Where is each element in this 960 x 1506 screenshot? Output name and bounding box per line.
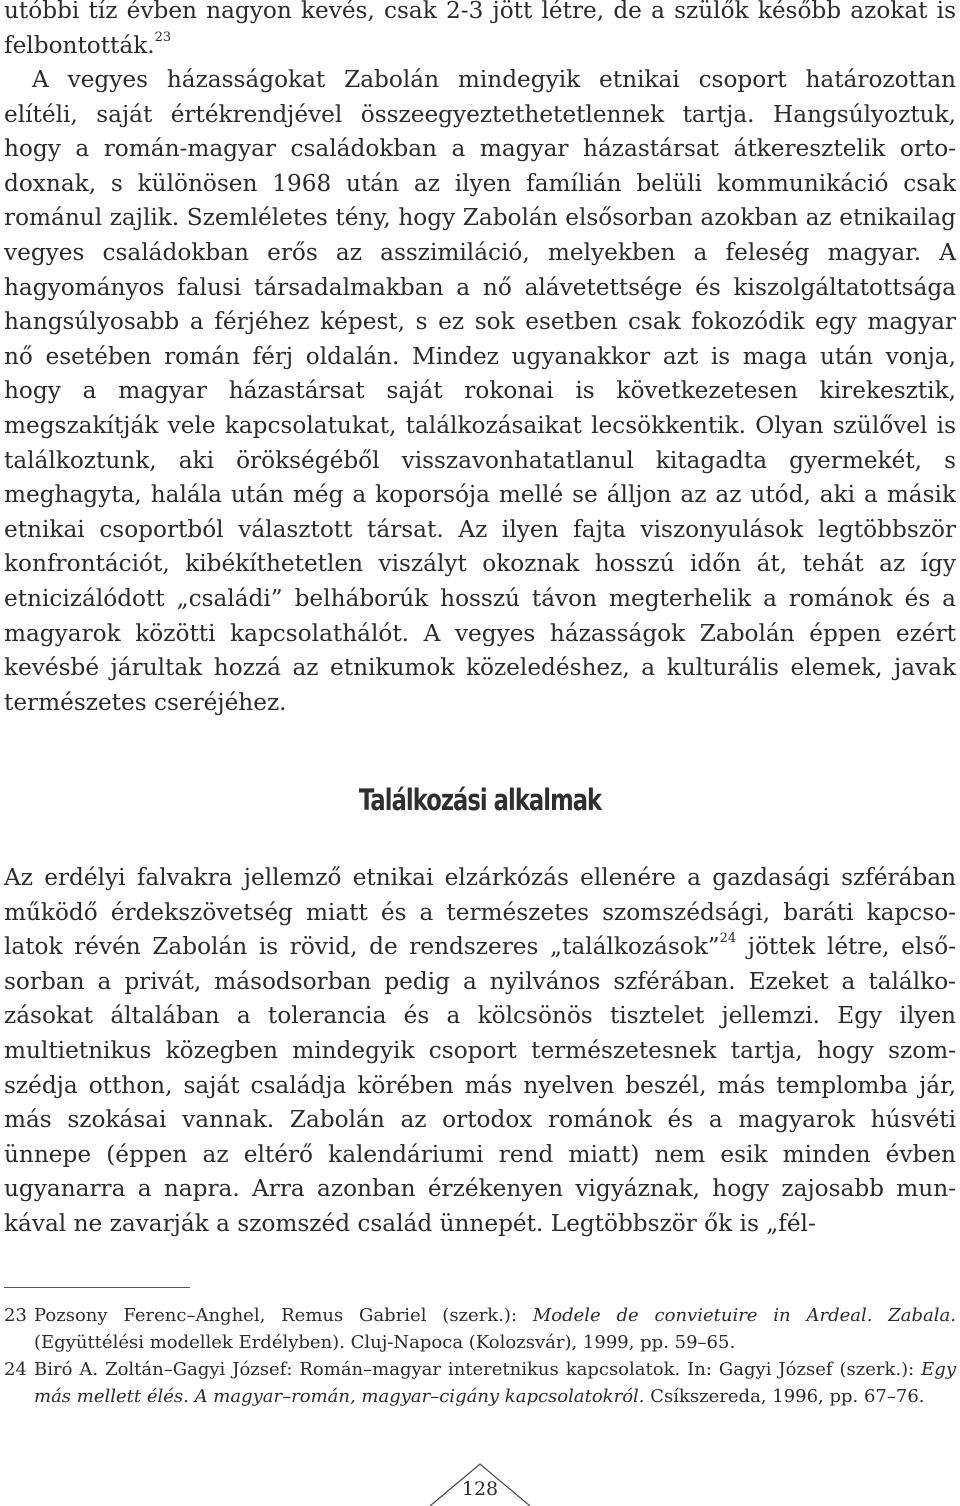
page-number: 128	[461, 1478, 499, 1500]
paragraph-continued-text: utóbbi tíz évben nagyon kevés, csak 2-3 jött létre, de a szülők később azokat is felbontották.	[4, 0, 956, 59]
footnotes	[4, 1303, 956, 1411]
paragraph-meetings	[4, 861, 956, 1242]
paragraph-mixed-marriages: A vegyes házasságokat Zabolán mindegyik etnikai csoport határozottan elítéli, saját értékrendjével összeegyeztethetetlennek tartja. Hangsúlyoztuk, hogy a román-magyar családokban a magyar házastársat átkeresztelik ortodoxnak, s különösen 1968 után az ilyen famílián belüli kommunikáció csak románul zajlik. Szemléletes tény, hogy Zabolán elsősorban azokban az etnikailag vegyes családokban erős az asszimiláció, melyekben a feleség magyar. A hagyományos falusi társadalmakban a nő alávetettsége és kiszolgáltatottsága hangsúlyosabb a férjéhez képest, s ez sok esetben csak fokozódik egy magyar nő esetében román férj oldalán. Mindez ugyanakkor azt is maga után vonja, hogy a magyar házastársat saját rokonai is következetesen kirekesztik, megszakítják vele kapcsolatukat, találkozásaikat lecsökkentik. Olyan szülővel is találkoztunk, aki örökségéből visszavonhatatlanul kitagadta gyermekét, s meghagyta, halála után még a koporsója mellé se álljon az az utód, aki a másik etnikai csoportból választott társat. Az ilyen fajta viszonyulások legtöbbször konfrontációt, kibékíthetetlen viszályt okoznak hosszú időn át, tehát az így etnicizálódott „családi” belháborúk hosszú távon megterhelik a románok és a magyarok közötti kapcsolathálót. A vegyes házasságok Zabolán éppen ezért kevésbé járultak hozzá az etnikumok közeledéshez, a kulturális elemek, javak természetes cseréjéhez.	[4, 66, 956, 716]
page-number-ornament	[0, 1462, 960, 1506]
footnote-title: Egy más mellett élés. A magyar–román, magyar–cigány kapcsolatokról.	[34, 1359, 956, 1407]
footnote-24	[4, 1357, 956, 1410]
paragraph-meetings-text-a: Az erdélyi falvakra jellemző etnikai elzárkózás ellenére a gazdasági szférában működő érdekszövetség miatt és a természetes szomszédsági, baráti kapcsolatok révén Zabolán is rövid, de rendszeres „találkozások”	[4, 864, 956, 961]
footnote-ref-24[interactable]: 24	[719, 931, 737, 947]
section-heading: Találkozási alkalmak	[358, 783, 602, 817]
footnote-ref-23[interactable]: 23	[154, 29, 172, 45]
footnote-separator	[4, 1287, 190, 1288]
footnote-body: Pozsony Ferenc–Anghel, Remus Gabriel (szerk.): Modele de convietuire in Ardeal. Zabala. (Együttélési modellek Erdélyben). Cluj-Napoca (Kolozsvár), 1999, pp. 59–65.	[34, 1305, 956, 1353]
footnote-body: Biró A. Zoltán–Gagyi József: Román–magyar interetnikus kapcsolatok. In: Gagyi József (szerk.): Egy más mellett élés. A magyar–román, magyar–cigány kapcsolatokról. Csíkszereda, 1996, pp. 67–76.	[34, 1359, 956, 1407]
footnote-23	[4, 1303, 956, 1356]
footnote-title: Modele de convietuire in Ardeal. Zabala.	[532, 1305, 956, 1326]
paragraph-continued	[4, 0, 956, 63]
paragraph-meetings-text-b: jöttek létre, elsősorban a privát, másodsorban pedig a nyilvános szférában. Ezeket a találkozásokat általában a tolerancia és a kölcsönös tisztelet jellemzi. Egy ilyen multietnikus közegben mindegyik csoport természetesnek tartja, hogy szomszédja otthon, saját családja körében más nyelven beszél, más templomba jár, más szokásai vannak. Zabolán az ortodox románok és a magyarok húsvéti ünnepe (éppen az eltérő kalendáriumi rend miatt) nem esik minden évben ugyanarra a napra. Arra azonban érzékenyen vigyáznak, hogy zajosabb munkával ne zavarják a szomszéd család ünnepét. Legtöbbször ők is „fél-	[4, 933, 956, 1237]
footnote-number: 23	[4, 1305, 27, 1326]
footnote-number: 24	[4, 1359, 27, 1380]
